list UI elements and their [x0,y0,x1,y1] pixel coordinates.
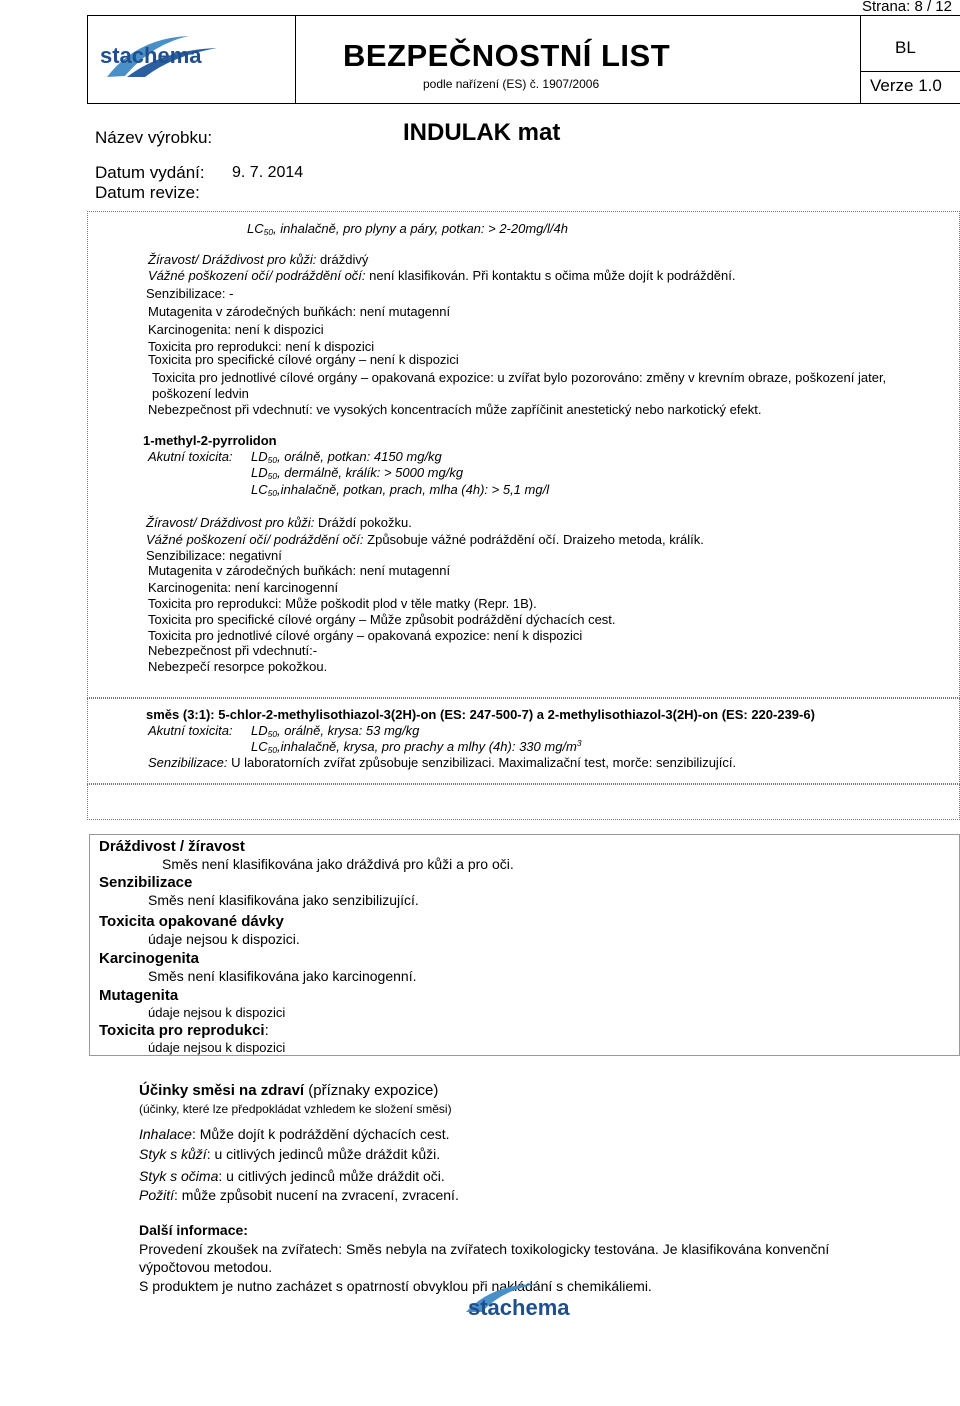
further-info-line-2: výpočtovou metodou. [139,1259,273,1275]
acute-toxicity-mixture: Akutní toxicita: [148,723,233,738]
ld50-oral-nmp: $LD_{50}$, orálně, potkan: 4150 mg/kg [251,449,442,465]
summary-heading: Mutagenita [99,987,179,1004]
stot-single-nmp: Toxicita pro specifické cílové orgány – Může způsobit podráždění dýchacích cest. [148,612,616,627]
skin-corrosion-nmp: Žíravost/ Dráždivost pro kůži: Dráždí pokožku. [146,515,412,530]
further-info-title: Další informace: [139,1222,248,1238]
substance-name-nmp: 1-methyl-2-pyrrolidon [143,433,277,448]
document-title: BEZPEČNOSTNÍ LIST [343,38,671,73]
reproduction-line: Toxicita pro reprodukci: není k dispozici [148,339,375,354]
aspiration-line: Nebezpečnost při vdechnutí: ve vysokých koncentracích může zapříčinit anestetický nebo narkotický efekt. [148,402,762,417]
health-effects-note: (účinky, které lze předpokládat vzhledem ke složení směsi) [139,1102,452,1116]
skin-absorption-nmp: Nebezpečí resorpce pokožkou. [148,659,328,674]
reproduction-nmp: Toxicita pro reprodukci: Může poškodit plod v těle matky (Repr. 1B). [148,596,537,611]
stot-single-line: Toxicita pro specifické cílové orgány – není k dispozici [148,352,459,367]
summary-value: Směs není klasifikována jako senzibilizující. [148,892,419,908]
summary-value: údaje nejsou k dispozici [148,1040,286,1055]
stot-repeated-line-2: poškození ledvin [152,386,249,401]
product-name: INDULAK mat [403,119,561,146]
summary-heading: Toxicita opakované dávky [99,913,284,930]
inhalation-effect: Inhalace: Může dojít k podráždění dýchacích cest. [139,1126,450,1142]
health-effects-title: Účinky směsi na zdraví (příznaky expozice) [139,1082,439,1099]
header-bottom-rule [87,103,960,104]
sensitization-nmp: Senzibilizace: negativní [146,548,282,563]
revision-date-label: Datum revize: [95,183,200,202]
sensitization-line: Senzibilizace: - [146,286,234,301]
eye-contact-effect: Styk s očima: u citlivých jedinců může dráždit oči. [139,1168,445,1184]
empty-row-box [87,784,960,820]
skin-corrosion-line: Žíravost/ Dráždivost pro kůži: dráždivý [148,252,369,267]
summary-heading: Senzibilizace [99,874,193,891]
stot-repeated-line-1: Toxicita pro jednotlivé cílové orgány – opakovaná expozice: u zvířat bylo pozorováno: změny v krevním obraze, poškození jater, [152,370,887,385]
issue-date: 9. 7. 2014 [232,164,304,181]
footer-logo [462,1282,582,1342]
header-divider-1 [295,15,296,104]
mutagenicity-nmp: Mutagenita v zárodečných buňkách: není mutagenní [148,563,451,578]
ld50-oral-mixture: $LD_{50}$, orálně, krysa: 53 mg/kg [251,723,420,739]
header-left-rule [87,15,88,104]
sensitization-mixture: Senzibilizace: U laboratorních zvířat způsobuje senzibilizaci. Maximalizační test, morče: senzibilizující. [148,755,737,770]
page-number: Strana: 8 / 12 [861,0,952,15]
carcinogenicity-nmp: Karcinogenita: není karcinogenní [148,580,339,595]
carcinogenicity-line: Karcinogenita: není k dispozici [148,322,324,337]
summary-heading: Dráždivost / žíravost [99,838,245,855]
lc50-inhalation: $LC_{50}$, inhalačně, pro plyny a páry, potkan: > 2-20mg/l/4h [247,221,568,237]
summary-value: údaje nejsou k dispozici [148,1005,286,1020]
summary-heading: Karcinogenita [99,950,200,967]
acute-toxicity-nmp-oral: Akutní toxicita: [148,449,233,464]
header-divider-2 [860,15,861,104]
lc50-inhalation-mixture: $LC_{50},inhalačně$, krysa, pro prachy a mlhy (4h): 330 $mg/m^3$ [251,738,582,755]
summary-heading: Toxicita pro reprodukci: [99,1022,269,1039]
ld50-dermal-nmp: $LD_{50}$, dermálně, králík: > 5000 mg/kg [251,465,464,481]
language-code: BL [895,38,916,57]
further-info-line-1: Provedení zkoušek na zvířatech: Směs nebyla na zvířatech toxikologicky testována. Je klasifikována konvenční [139,1241,830,1257]
lc50-inhalation-nmp: $LC_{50},inhalačně$, potkan, prach, mlha (4h): > 5,1 mg/l [251,482,550,498]
company-logo [97,30,287,90]
version-label: Verze 1.0 [870,76,942,95]
substance-name-mixture: směs (3:1): 5-chlor-2-methylisothiazol-3(2H)-on (ES: 247-500-7) a 2-methylisothiazol-3(2H)-on (ES: 220-239-6) [146,707,815,722]
aspiration-nmp: Nebezpečnost při vdechnutí:- [148,643,318,658]
summary-value: Směs není klasifikována jako karcinogenní. [148,968,417,984]
summary-value: údaje nejsou k dispozici. [148,931,300,947]
eye-damage-line: Vážné poškození očí/ podráždění očí: není klasifikován. Při kontaktu s očima může dojít k podráždění. [148,268,736,283]
skin-contact-effect: Styk s kůží: u citlivých jedinců může dráždit kůži. [139,1146,441,1162]
issue-date-label: Datum vydání: [95,163,205,182]
ingestion-effect: Požití: může způsobit nucení na zvracení, zvracení. [139,1187,459,1203]
logo-text: stachema [100,43,202,68]
further-info-line-3: S produktem je nutno zacházet s opatrností obvyklou při nakládání s chemikáliemi. [139,1278,652,1294]
product-label: Název výrobku: [95,128,213,147]
footer-logo-text: stachema [468,1295,570,1320]
mutagenicity-line: Mutagenita v zárodečných buňkách: není mutagenní [148,304,451,319]
header-top-rule [87,15,960,16]
eye-damage-nmp: Vážné poškození očí/ podráždění očí: Způsobuje vážné podráždění očí. Draizeho metoda, králík. [146,532,704,547]
document-subtitle: podle nařízení (ES) č. 1907/2006 [423,77,600,91]
stot-repeated-nmp: Toxicita pro jednotlivé cílové orgány – opakovaná expozice: není k dispozici [148,628,583,643]
summary-value: Směs není klasifikována jako dráždivá pro kůži a pro oči. [162,856,514,872]
header-version-rule [860,71,960,72]
